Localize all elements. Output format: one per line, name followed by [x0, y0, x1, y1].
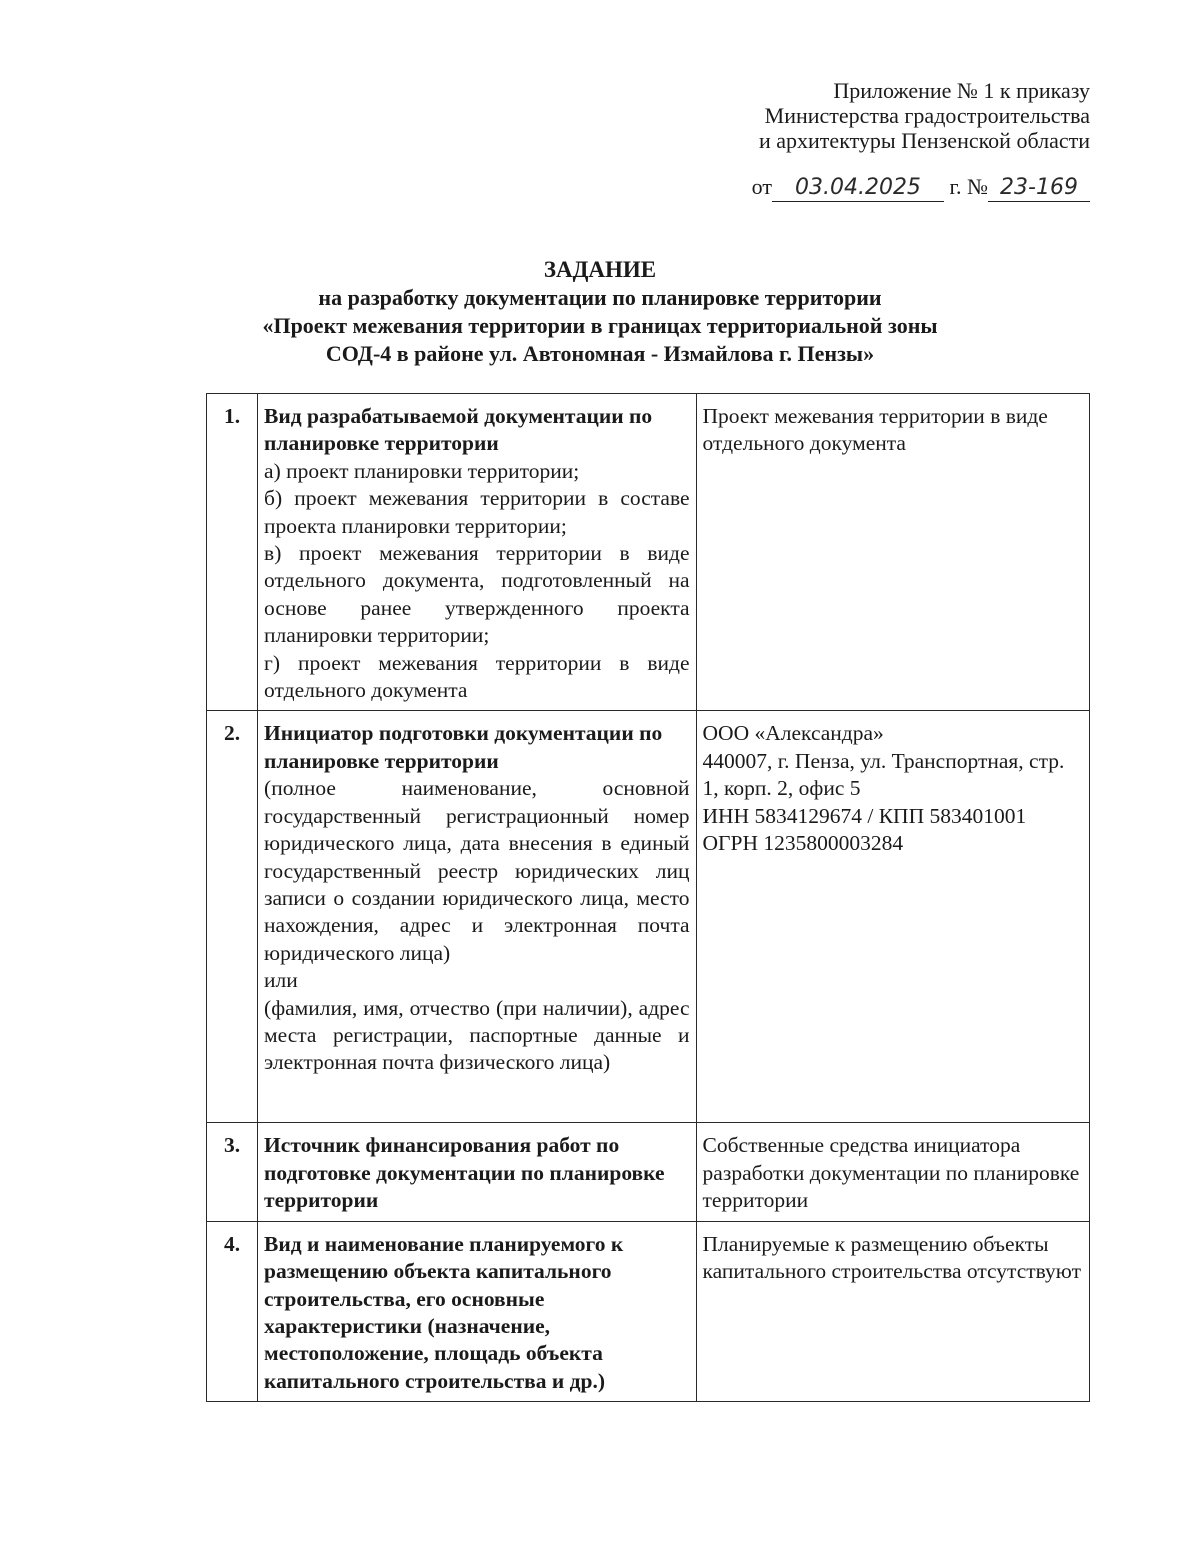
row-value: [696, 711, 1089, 1123]
appendix-line: Министерства градостроительства: [764, 103, 1090, 128]
row-description: (полное наименование, основной государственный регистрационный номер юридического лица, дата внесения в единый государственный реестр юридических лиц записи о создании юридического лица, место нахождения, адрес и электронная почта юридического лица): [264, 776, 690, 965]
order-number-label: №: [967, 174, 988, 199]
row-label: [258, 1221, 696, 1401]
appendix-line: и архитектуры Пензенской области: [759, 128, 1090, 153]
order-reference: [752, 172, 1090, 202]
row-value-line: Проект межевания территории в виде отдельного документа: [702, 404, 1048, 456]
row-heading: Вид разрабатываемой документации по планировке территории: [264, 404, 653, 456]
row-description: в) проект межевания территории в виде отдельного документа, подготовленный на основе ранее утвержденного проекта планировки территории;: [264, 541, 690, 648]
appendix-header: [759, 78, 1090, 153]
row-description: а) проект планировки территории;: [264, 458, 580, 483]
table-row: [207, 1123, 1090, 1221]
row-description: или: [264, 968, 298, 993]
row-value: [696, 1221, 1089, 1401]
row-number: 3.: [207, 1123, 258, 1221]
document-title: [0, 256, 1200, 368]
order-date-handwritten: 03.04.2025: [772, 175, 944, 202]
title-line: «Проект межевания территории в границах территориальной зоны: [262, 313, 938, 338]
appendix-line: Приложение № 1 к приказу: [833, 78, 1090, 103]
table-row: [207, 1221, 1090, 1401]
row-heading: Инициатор подготовки документации по планировке территории: [264, 721, 663, 773]
title-line: СОД-4 в районе ул. Автономная - Измайлова г. Пензы»: [325, 341, 875, 366]
row-value-line: 440007, г. Пенза, ул. Транспортная, стр. 1, корп. 2, офис 5: [702, 748, 1065, 801]
row-number: 1.: [207, 394, 258, 711]
order-year-suffix: г.: [949, 174, 962, 199]
row-label: [258, 1123, 696, 1221]
title-main: ЗАДАНИЕ: [543, 257, 657, 282]
row-description: г) проект межевания территории в виде отдельного документа: [264, 650, 690, 703]
row-value-line: Собственные средства инициатора разработки документации по планировке территории: [702, 1133, 1080, 1213]
row-number: 2.: [207, 711, 258, 1123]
table-row: [207, 711, 1090, 1123]
task-table: [206, 393, 1090, 1402]
order-number-handwritten: 23-169: [988, 175, 1090, 202]
row-value-line: Планируемые к размещению объекты капитального строительства отсутствуют: [702, 1231, 1081, 1284]
row-heading: Источник финансирования работ по подготовке документации по планировке территории: [264, 1133, 665, 1213]
row-label: [258, 711, 696, 1123]
row-label: [258, 394, 696, 711]
row-value-line: ОГРН 1235800003284: [702, 831, 904, 856]
row-description: б) проект межевания территории в составе проекта планировки территории;: [264, 486, 690, 538]
row-value: [696, 1123, 1089, 1221]
row-value: [696, 394, 1089, 711]
order-prefix: от: [751, 174, 772, 199]
row-value-line: ИНН 5834129674 / КПП 583401001: [702, 803, 1027, 828]
row-description: (фамилия, имя, отчество (при наличии), адрес места регистрации, паспортные данные и электронная почта физического лица): [264, 995, 690, 1075]
table-row: [207, 394, 1090, 711]
row-number: 4.: [207, 1221, 258, 1401]
title-line: на разработку документации по планировке территории: [318, 285, 882, 310]
row-value-line: ООО «Александра»: [702, 721, 884, 746]
row-heading: Вид и наименование планируемого к размещению объекта капитального строительства, его основные характеристики (назначение, местоположение, площадь объекта капитального строительства и др.): [264, 1231, 624, 1393]
